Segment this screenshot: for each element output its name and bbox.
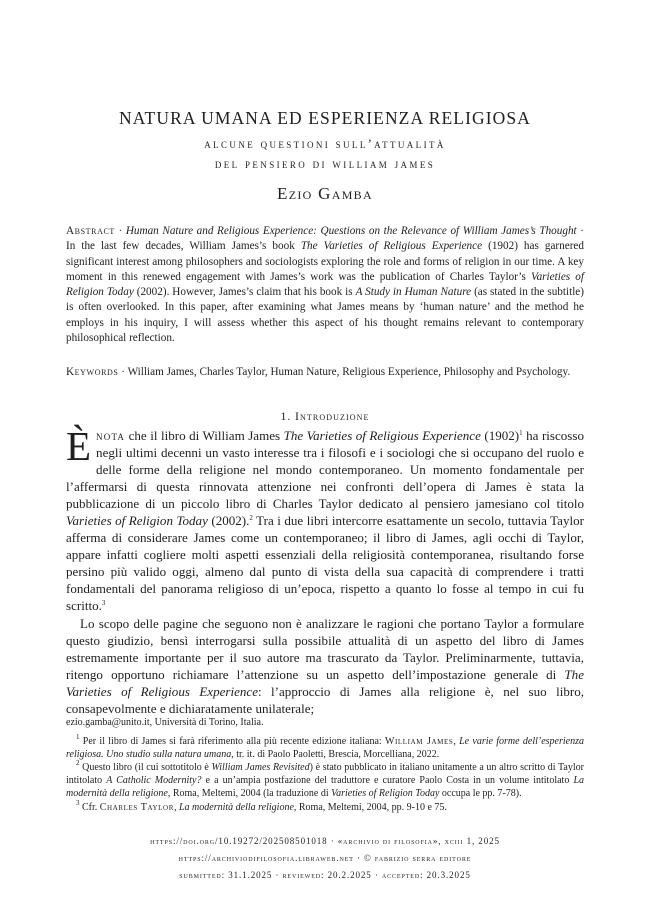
abstract-text: (as stated in the subtitle) is often overlooked. In this paper, after examining what James means by ‘human nature’ and the method he employs in his inquiry, I will assess whether this aspect of his thought remains relevant to contemporary philosophical reflection.	[66, 286, 584, 345]
book-title: The Varieties of Religious Experience	[66, 666, 584, 699]
body-text-run: che il libro di William James	[125, 428, 284, 443]
body-paragraph	[66, 423, 584, 615]
section-title: Introduzione	[295, 409, 370, 423]
book-title: Varieties of Religion Today	[66, 513, 208, 529]
footnote-title: Le varie forme dell’esperienza religiosa. Uno studio sulla natura umana	[66, 736, 584, 761]
book-title: The Varieties of Religious Experience	[283, 428, 481, 443]
abstract-label: Abstract	[66, 225, 115, 237]
author-affiliation: ezio.gamba@unito.it, Università di Torino, Italia.	[66, 717, 264, 728]
footnote-number: 2	[76, 759, 80, 768]
body-text-run: Lo scopo delle pagine che seguono non è analizzare le ragioni che portano Taylor a formulare questo giudizio, bensì interrogarsi sulla possibile attualità di un aspetto del libro di James estremamente importante per il suo autore ma trascurato da Taylor. Preliminarmente, tuttavia, ritengo opportuno richiamare l’attenzione su un aspetto dell’impostazione generale di	[66, 615, 584, 682]
keywords-list: William James, Charles Taylor, Human Nature, Religious Experience, Philosophy and Psychology.	[127, 366, 571, 378]
footnote-text: , Roma, Meltemi, 2004, pp. 9-10 e 75.	[293, 801, 447, 813]
footnote-1	[66, 735, 584, 761]
footnote-text: , tr. it. di Paolo Paoletti, Brescia, Morcelliana, 2022.	[231, 749, 440, 761]
footnote-3	[66, 798, 584, 814]
drop-cap: È	[66, 423, 92, 469]
abstract-book-title: Varieties of Religion Today	[66, 270, 584, 299]
footer-dates-line: submitted: 31.1.2025 · reviewed: 20.2.2025 · accepted: 20.3.2025	[179, 870, 471, 880]
keywords	[66, 365, 584, 380]
abstract-book-title: The Varieties of Religious Experience	[300, 240, 483, 253]
section-number: 1.	[280, 409, 296, 423]
footnote-title: A Catholic Modernity?	[106, 775, 202, 787]
footer-publisher-line: https://archiviodifilosofia.libraweb.net · © fabrizio serra editore	[178, 853, 472, 863]
article-subtitle-line-1: alcune questioni sull’attualità	[204, 137, 446, 151]
opening-small-caps: nota	[96, 428, 126, 443]
footnote-text: e a un’ampia postfazione del traduttore e curatore Paolo Costa in un volume intitolato	[201, 775, 574, 787]
footnote-title: La modernità della religione	[178, 801, 294, 813]
abstract	[66, 224, 584, 346]
footnote-text: Per il libro di James si farà riferimento alla più recente edizione italiana:	[79, 736, 385, 748]
section-heading	[66, 409, 584, 424]
footnote-title: Varieties of Religion Today	[331, 788, 440, 800]
footnote-text: ,	[453, 736, 460, 748]
footnote-author: Charles Taylor	[99, 801, 174, 813]
footnote-text: , Roma, Meltemi, 2004 (la traduzione di	[167, 788, 332, 800]
footnote-author: William James	[384, 736, 454, 748]
abstract-text: (1902) has garnered significant interest among philosophers and sociologists exploring the role and forms of religion in our time. A key moment in this renewed engagement with James’s work was the publication of Charles Taylor’s	[66, 240, 584, 283]
body-paragraph	[66, 615, 584, 717]
footer-doi-line: https://doi.org/10.19272/202508501018 · «archivio di filosofia», xciii 1, 2025	[150, 836, 500, 846]
footnote-2	[66, 761, 584, 800]
body-text-run: : l’approccio di James alla religione è, nel suo libro, consapevolmente e dichiaratamente unilaterale;	[66, 683, 584, 716]
abstract-text: · In the last few decades, William James’s book	[66, 225, 584, 253]
footnote-text: Questo libro (il cui sottotitolo è	[79, 762, 212, 774]
footnote-text: ) è stato pubblicato in italiano unitamente a un altro scritto di Taylor intitolato	[66, 762, 584, 787]
abstract-book-title: A Study in Human Nature	[355, 286, 472, 299]
footnote-title: La modernità della religione	[66, 775, 584, 800]
body-text-run: (1902)	[480, 428, 520, 443]
footnote-text: ,	[173, 801, 179, 813]
body-text	[66, 423, 584, 717]
footnotes	[66, 716, 584, 814]
footnote-number: 3	[76, 798, 80, 807]
abstract-separator: ·	[114, 225, 126, 237]
body-text-run: Tra i due libri intercorre esattamente un secolo, tuttavia Taylor afferma di considerare James come un contemporaneo; il libro di James, agli occhi di Taylor, appare infatti cogliere molti aspetti essenziali della religiosità contemporanea, risultando forse persino più valido oggi, almeno dal punto di vista della sua capacità di comprendere i tratti fondamentali del panorama religioso di un’epoca, rispetto a quanto lo fosse al tempo in cui fu scritto.	[66, 513, 584, 614]
article-title: NATURA UMANA ED ESPERIENZA RELIGIOSA	[119, 108, 531, 128]
footnote-text: occupa le pp. 7-78).	[439, 788, 522, 800]
abstract-title: Human Nature and Religious Experience: Questions on the Relevance of William James’s Thought	[125, 225, 577, 237]
body-text-run: (2002).	[207, 513, 250, 529]
article-subtitle-line-2: del pensiero di william james	[214, 157, 436, 171]
footnote-title: William James Revisited	[211, 762, 310, 774]
keywords-label: Keywords	[66, 366, 119, 378]
footnote-text: Cfr.	[79, 801, 100, 813]
article-author: Ezio Gamba	[277, 184, 373, 203]
keywords-separator: ·	[118, 366, 128, 378]
footnote-ref-2[interactable]: 2	[249, 514, 253, 523]
footnote-number: 1	[76, 733, 80, 742]
footnote-ref-3[interactable]: 3	[101, 599, 106, 608]
body-text-run: ha riscosso negli ultimi decenni un vasto interesse tra i filosofi e i sociologi che si occupano del ruolo e delle forme della religione nel mondo contemporaneo. Un momento fondamentale per l’affermarsi di questa rinnovata attenzione nei confronti dell’opera di James è stata la pubblicazione di un piccolo libro di Charles Taylor dedicato al pensiero jamesiano col titolo	[66, 428, 584, 512]
footnote-ref-1[interactable]: 1	[519, 429, 523, 437]
abstract-text: (2002). However, James’s claim that his book is	[133, 286, 356, 299]
